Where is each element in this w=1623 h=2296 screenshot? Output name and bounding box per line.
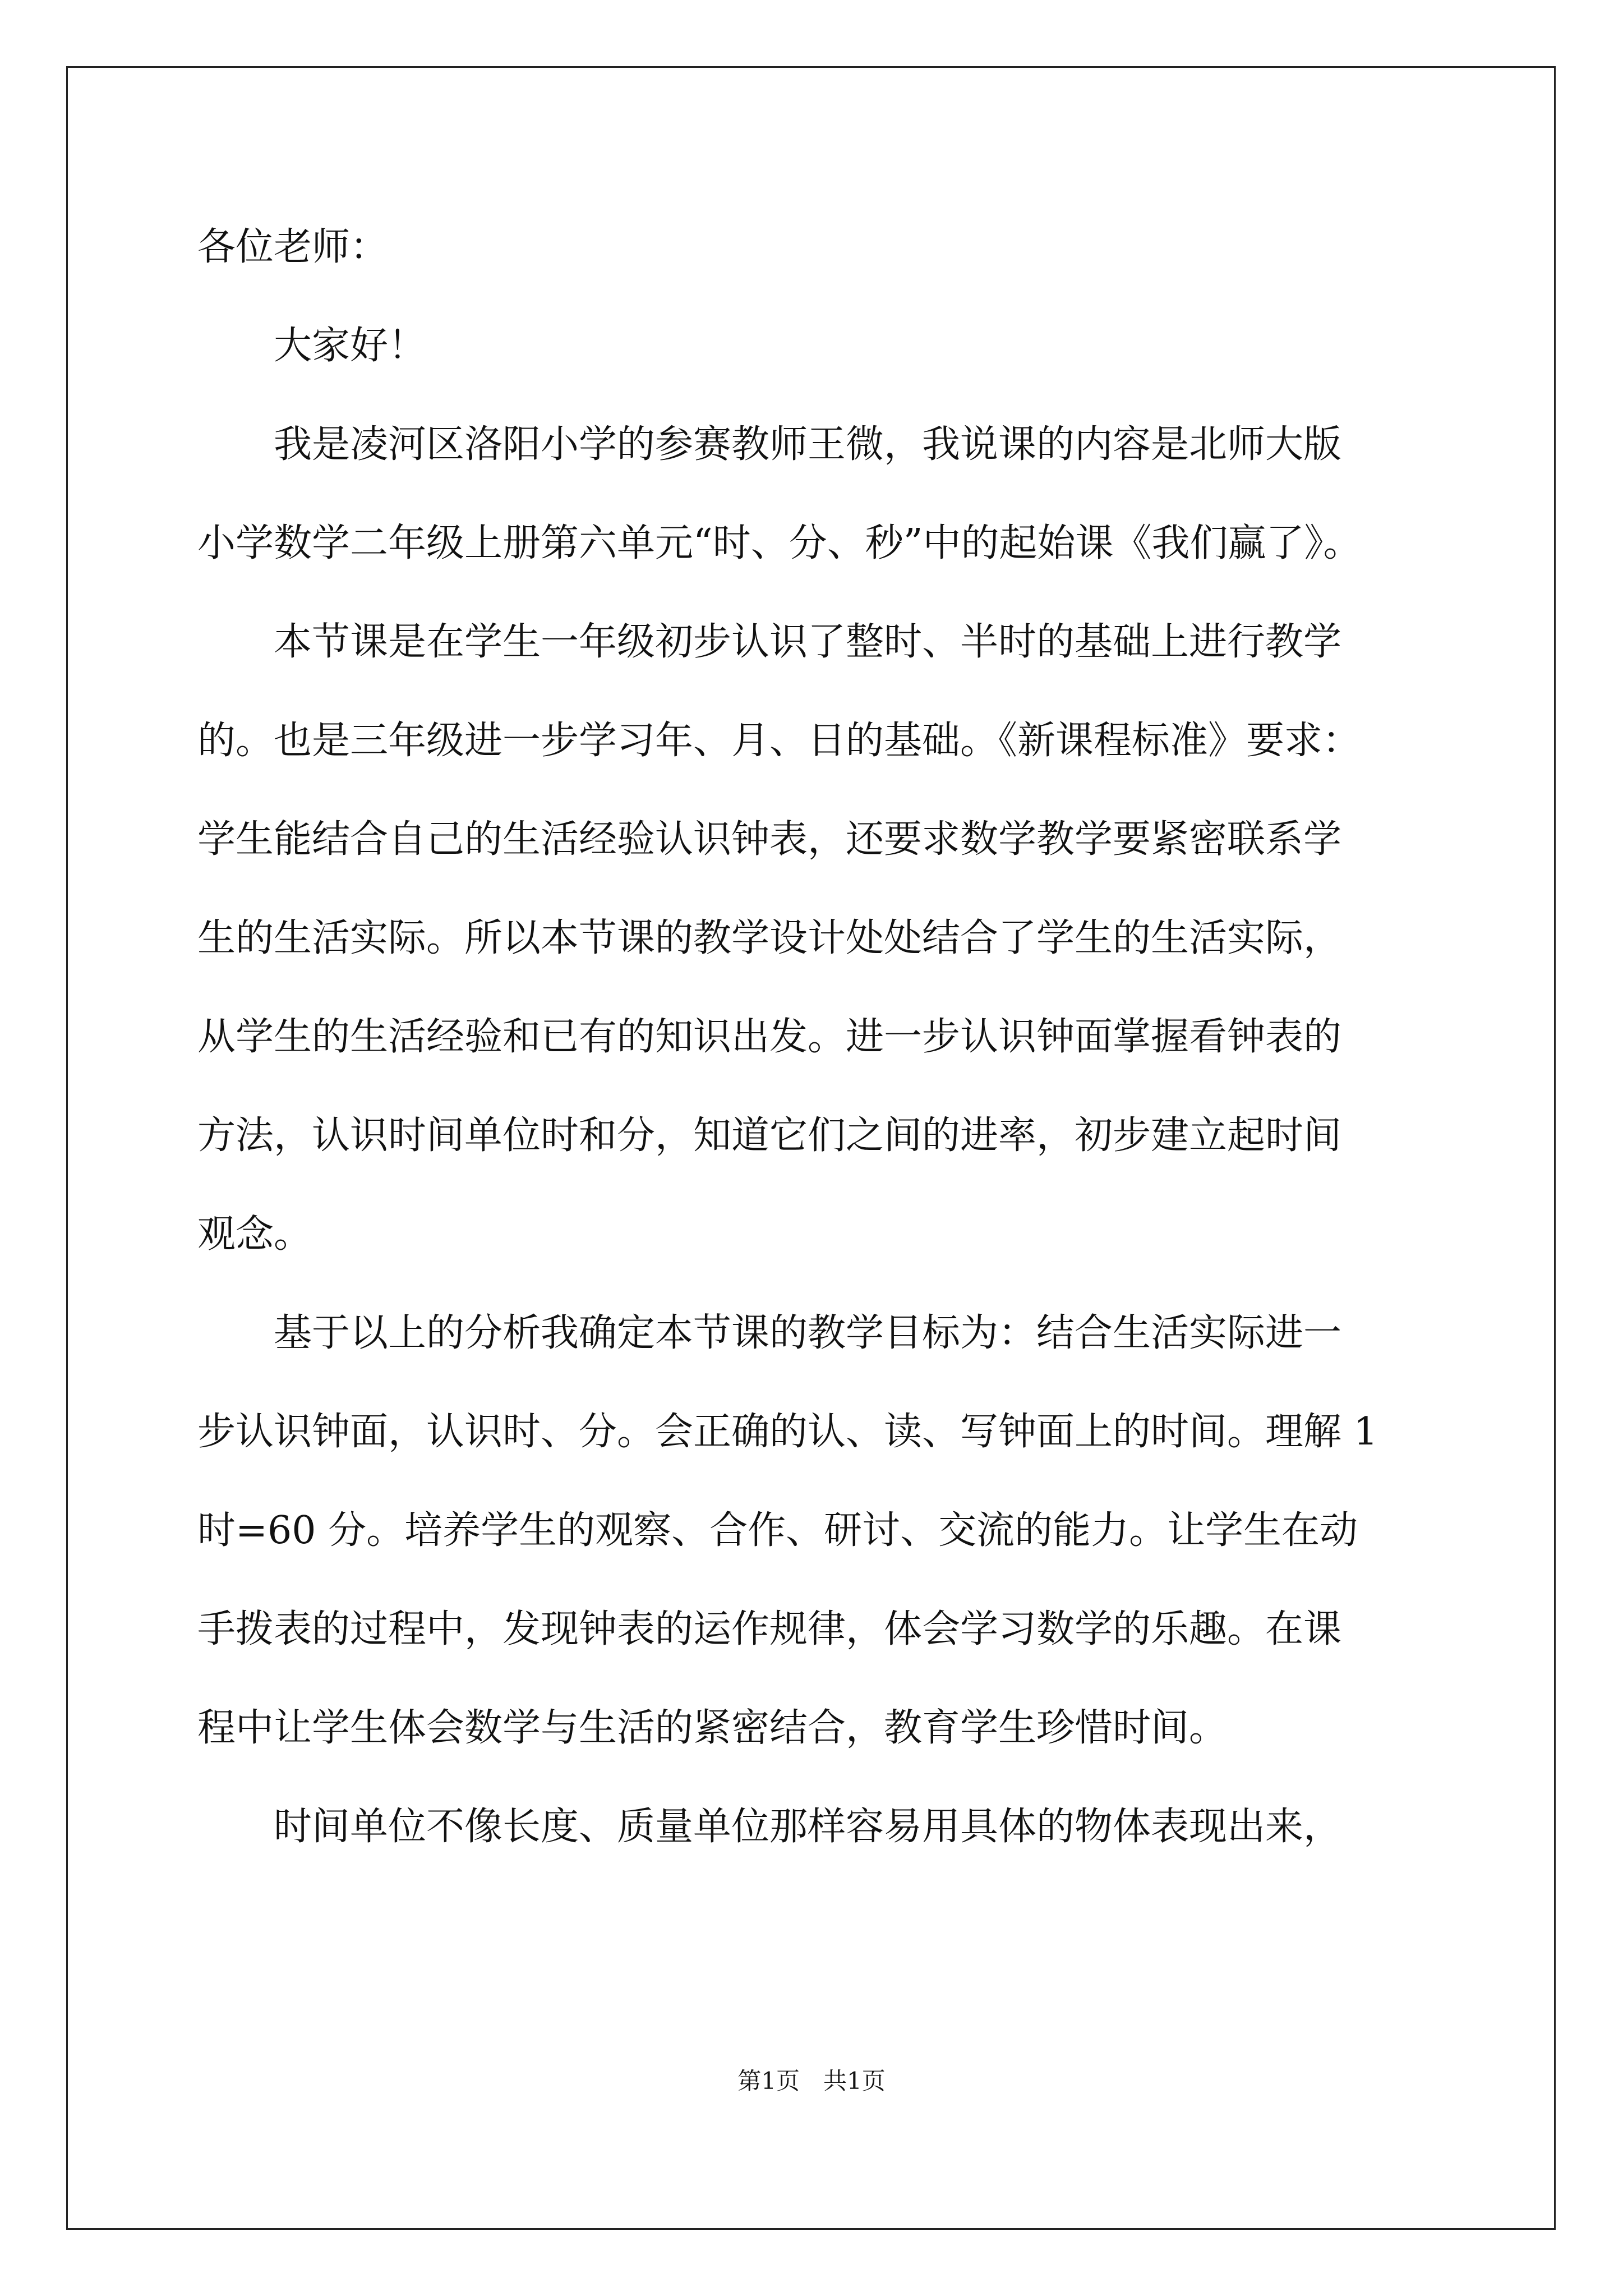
text-line: 观念。 (197, 1212, 312, 1257)
text-line: 手拨表的过程中，发现钟表的运作规律，体会学习数学的乐趣。在课 (197, 1607, 1342, 1651)
text-line: 学生能结合自己的生活经验认识钟表，还要求数学教学要紧密联系学 (197, 817, 1342, 862)
text-line: 我是凌河区洛阳小学的参赛教师王微，我说课的内容是北师大版 (197, 422, 1342, 467)
text-line: 方法，认识时间单位时和分，知道它们之间的进率，初步建立起时间 (197, 1114, 1342, 1158)
text-line: 各位老师： (197, 225, 389, 269)
text-line: 时间单位不像长度、质量单位那样容易用具体的物体表现出来， (197, 1805, 1342, 1849)
text-line: 步认识钟面，认识时、分。会正确的认、读、写钟面上的时间。理解 1 (197, 1410, 1378, 1454)
page-footer: 第1页 共1页 (737, 2067, 886, 2095)
text-line: 小学数学二年级上册第六单元“时、分、秒”中的起始课《我们赢了》。 (197, 521, 1362, 565)
text-line: 基于以上的分析我确定本节课的教学目标为：结合生活实际进一 (197, 1311, 1342, 1355)
text-line: 从学生的生活经验和已有的知识出发。进一步认识钟面掌握看钟表的 (197, 1015, 1342, 1059)
text-line: 的。也是三年级进一步学习年、月、日的基础。《新课程标准》要求： (197, 719, 1361, 763)
text-line: 时=60 分。培养学生的观察、合作、研讨、交流的能力。让学生在动 (197, 1508, 1358, 1553)
text-line: 程中让学生体会数学与生活的紧密结合，教育学生珍惜时间。 (197, 1706, 1228, 1750)
text-line: 本节课是在学生一年级初步认识了整时、半时的基础上进行教学 (197, 620, 1342, 664)
text-line: 大家好！ (197, 324, 427, 368)
text-line: 生的生活实际。所以本节课的教学设计处处结合了学生的生活实际， (197, 916, 1342, 960)
